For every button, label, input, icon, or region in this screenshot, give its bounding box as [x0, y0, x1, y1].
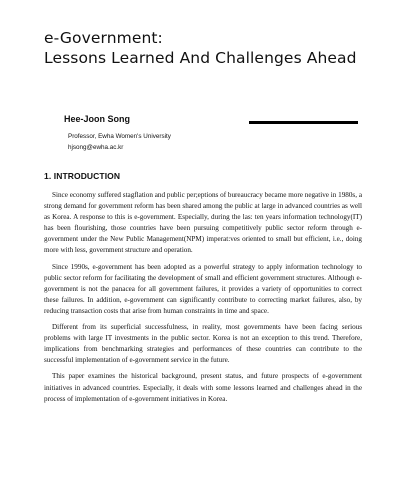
author-affiliation-block	[68, 131, 171, 153]
section-heading: 1. INTRODUCTION	[44, 171, 121, 181]
title-rule	[249, 121, 358, 124]
paragraph-2: Since 1990s, e-government has been adopted as a powerful strategy to apply information technology to public sector reform for facilitating the development of small and efficient government structures. Although e-government is not the panacea for all government failures, it provides a variety of opportunities to correct these failures. In addition, e-government can significantly contribute to correcting market failures, also, by reducing transaction costs that arise from human constraints in time and space.	[44, 262, 362, 315]
paper-title	[44, 28, 374, 68]
title-line-1: e-Government:	[44, 29, 163, 47]
section-body	[44, 190, 362, 410]
author-name: Hee-Joon Song	[64, 114, 131, 124]
paragraph-3: Different from its superficial successfulness, in reality, most governments have been facing serious problems with large IT investments in the public sector. Korea is not an exception to this trend. Therefore, implications from benchmarking strategies and performances of these countries can contribute to the successful implementation of e-government service in the future.	[44, 323, 362, 365]
paragraph-1: Since economy suffered stagflation and public per;eptions of bureaucracy became more negative in 1980s, a strong demand for government reform has been shared among the public at large in advanced countries as well as Korea. A response to this is e-government. Especially, during the las: ten years information technology(IT) has been flourishing, those countries have been pursuing competitively public sector reform through e-government under the New Public Management(NPM) imperat:ves oriented to small but efficient, i.e., doing more with less, government structure and operation.	[44, 191, 362, 255]
paragraph-4: This paper examines the historical background, present status, and future prospects of e-government initiatives in advanced countries. Especially, it deals with some lessons learned and challenges ahead in the process of implementation of e-government initiatives in Korea.	[44, 372, 362, 403]
author-email: hjsong@ewha.ac.kr	[68, 144, 124, 151]
title-line-2: Lessons Learned And Challenges Ahead	[44, 49, 357, 67]
author-affiliation: Professor, Ewha Women's University	[68, 133, 171, 140]
